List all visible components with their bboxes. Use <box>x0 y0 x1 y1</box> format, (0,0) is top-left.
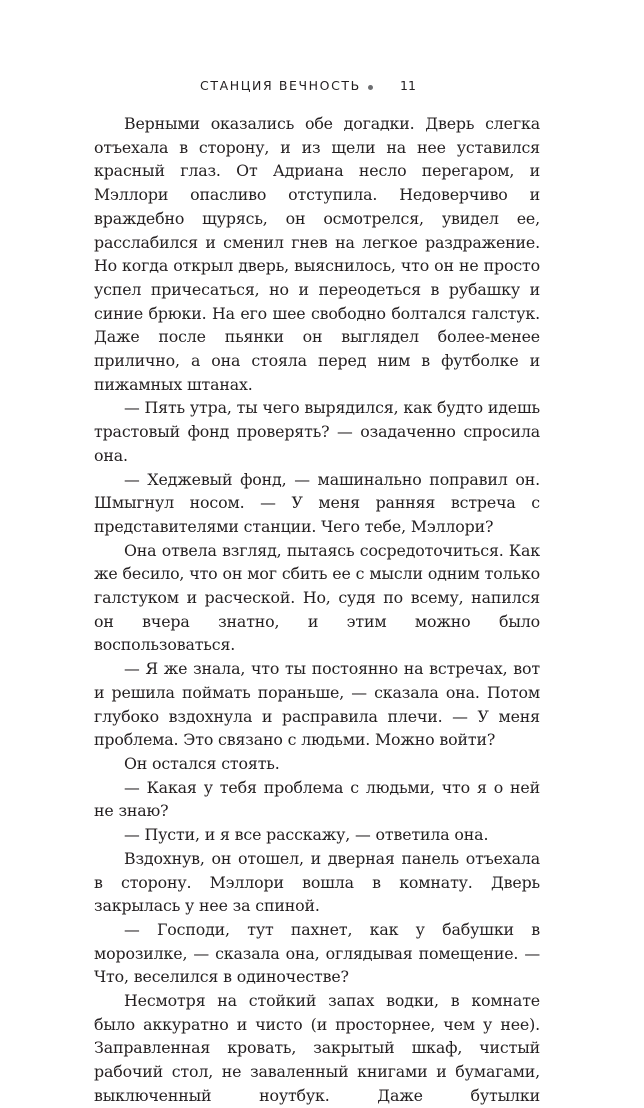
paragraph: — Господи, тут пахнет, как у бабушки в морозилке, — сказала она, оглядывая помещение. — Что, веселился в одиночестве? <box>94 919 540 987</box>
paragraph: — Какая у тебя проблема с людьми, что я о ней не знаю? <box>94 777 540 821</box>
paragraph: Он остался стоять. <box>124 753 280 773</box>
paragraph: — Пусти, и я все расскажу, — ответила она. <box>124 825 489 845</box>
body-text <box>94 112 540 1108</box>
paragraph: Верными оказались обе догадки. Дверь слегка отъехала в сторону, и из щели на нее уставился красный глаз. От Адриана несло перегаром, и Мэллори опасливо отступила. Недоверчиво и враждебно щурясь, он осмотрелся, увидел ее, расслабился и сменил гнев на легкое раздражение. Но когда открыл дверь, выяснилось, что он не просто успел причесаться, но и переодеться в рубашку и синие брюки. На его шее свободно болтался галстук. Даже после пьянки он выглядел более-менее прилично, а она стояла перед ним в футболке и пижамных штанах. <box>94 114 540 394</box>
paragraph: Несмотря на стойкий запах водки, в комнате было аккуратно и чисто (и просторнее, чем у нее). Заправленная кровать, закрытый шкаф, чистый рабочий стол, не заваленный книгами и бумагами, выключенный ноутбук. Даже бутылки <box>94 991 540 1105</box>
paragraph: — Хеджевый фонд, — машинально поправил он. Шмыгнул носом. — У меня ранняя встреча с представителями станции. Чего тебе, Мэллори? <box>94 469 540 536</box>
paragraph: — Я же знала, что ты постоянно на встречах, вот и решила поймать пораньше, — сказала она. Потом глубоко вздохнула и расправила плечи. — У меня проблема. Это связано с людьми. Можно войти? <box>94 659 540 750</box>
page-number: 11 <box>400 78 416 93</box>
running-head <box>0 76 644 96</box>
paragraph: — Пять утра, ты чего вырядился, как будто идешь трастовый фонд проверять? — озадаченно спросила она. <box>94 398 540 465</box>
paragraph: Она отвела взгляд, пытаясь сосредоточиться. Как же бесило, что он мог сбить ее с мысли одним только галстуком и расческой. Но, судя по всему, напился он вчера знатно, и этим можно было воспользоваться. <box>94 540 540 655</box>
paragraph: Вздохнув, он отошел, и дверная панель отъехала в сторону. Мэллори вошла в комнату. Дверь закрылась у нее за спиной. <box>94 848 540 916</box>
bullet-separator <box>368 85 373 90</box>
running-head-title: СТАНЦИЯ ВЕЧНОСТЬ <box>200 78 361 93</box>
